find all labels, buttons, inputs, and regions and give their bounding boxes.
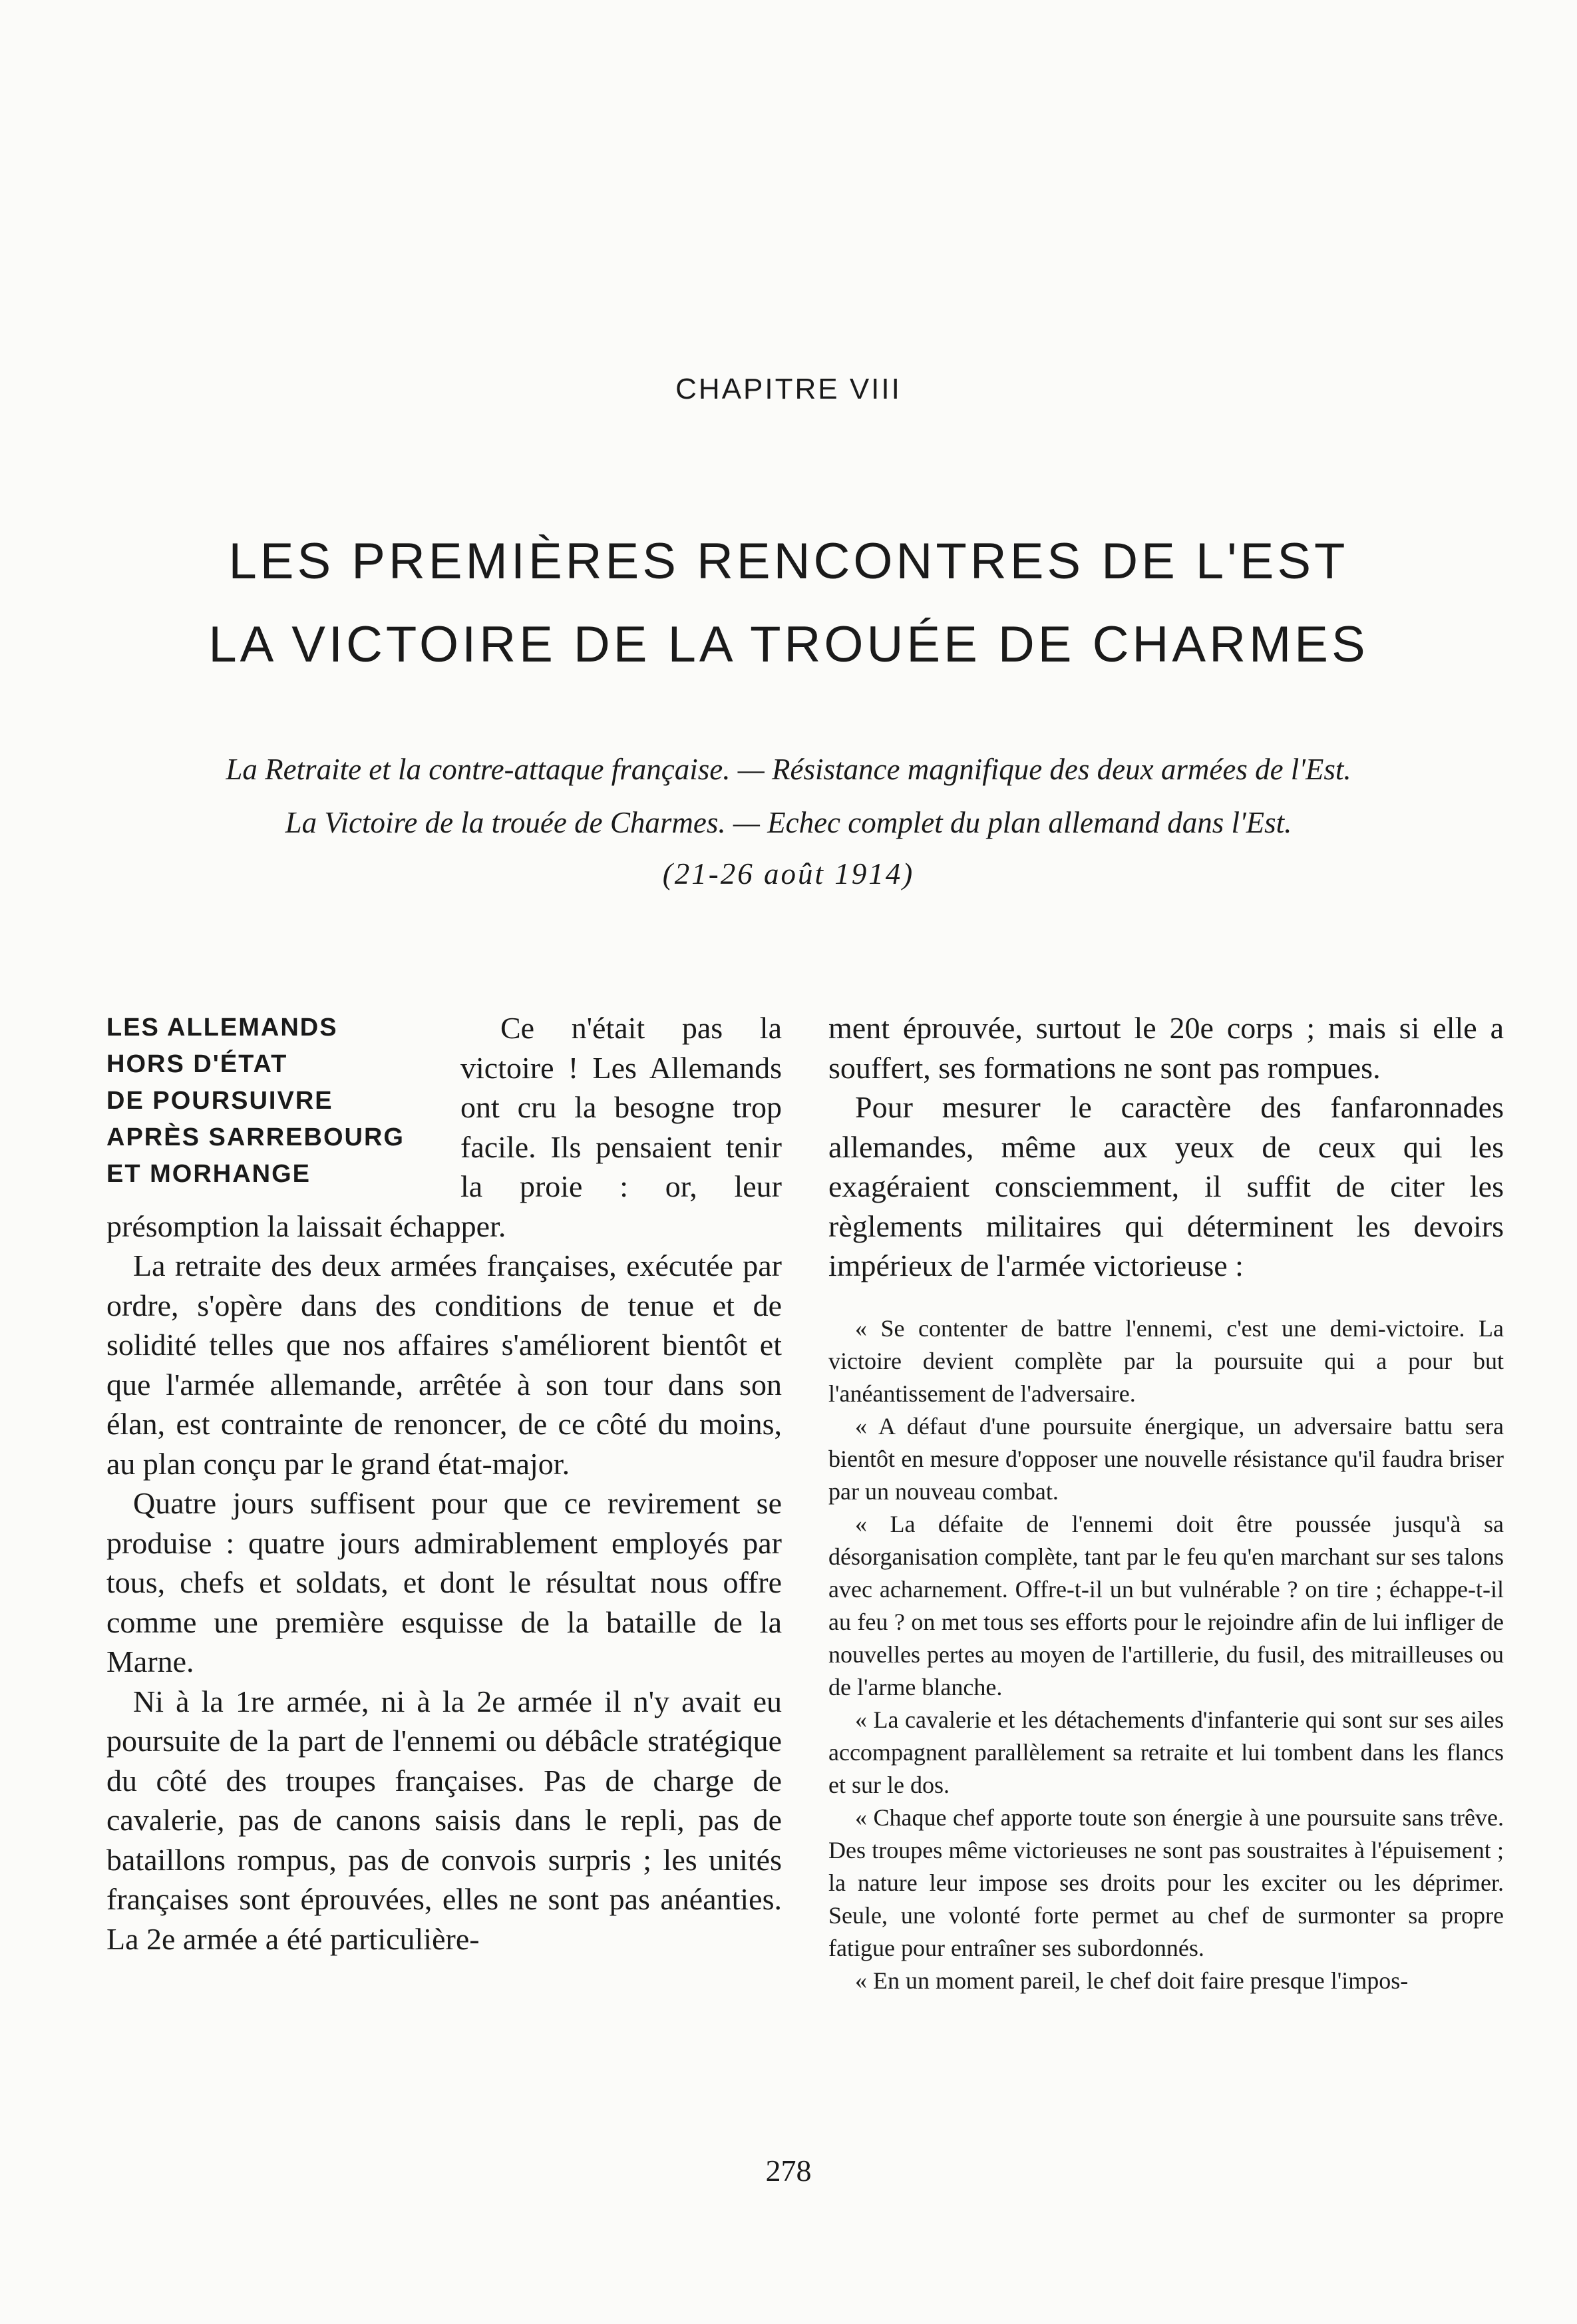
chapter-summary-line-2: La Victoire de la trouée de Charmes. — Echec complet du plan allemand dans l'Est. bbox=[285, 806, 1292, 839]
margin-heading-line: HORS D'ÉTAT bbox=[106, 1050, 288, 1078]
quote-paragraph: « La cavalerie et les détachements d'infanterie qui sont sur ses ailes accompagnent parallèlement sa retraite et lui tombent dans les flancs et sur le dos. bbox=[828, 1706, 1504, 1798]
right-column bbox=[828, 1008, 1504, 1997]
margin-heading bbox=[106, 1010, 446, 1193]
margin-heading-line: APRÈS SARREBOURG bbox=[106, 1123, 405, 1151]
body-paragraph: La retraite des deux armées françaises, exécutée par ordre, s'opère dans des conditions de tenue et de solidité telles que nos affaires s'améliorent bientôt et que l'armée allemande, arrêtée à son tour dans son élan, est contrainte de renoncer, de ce côté du moins, au plan conçu par le grand état-major. bbox=[106, 1249, 782, 1481]
body-paragraph: Pour mesurer le caractère des fanfaronnades allemandes, même aux yeux de ceux qui les exagéraient consciemment, il suffit de citer les règlements militaires qui déterminent les devoirs impérieux de l'armée victorieuse : bbox=[828, 1090, 1504, 1282]
margin-heading-line: LES ALLEMANDS bbox=[106, 1014, 338, 1042]
chapter-dates: (21-26 août 1914) bbox=[662, 857, 915, 890]
margin-heading-line: DE POURSUIVRE bbox=[106, 1087, 333, 1115]
quote-paragraph: « A défaut d'une poursuite énergique, un adversaire battu sera bientôt en mesure d'opposer une nouvelle résistance qu'il faudra briser par un nouveau combat. bbox=[828, 1412, 1504, 1505]
page-number: 278 bbox=[765, 2154, 812, 2188]
body-paragraph: Ni à la 1re armée, ni à la 2e armée il n'y avait eu poursuite de la part de l'ennemi ou débâcle stratégique du côté des troupes françaises. Pas de charge de cavalerie, pas de canons saisis dans le repli, pas de bataillons rompus, pas de convois surpris ; les unités françaises sont éprouvées, elles ne sont pas anéanties. La 2e armée a été particulière- bbox=[106, 1684, 782, 1956]
left-column bbox=[106, 1008, 782, 1959]
body-paragraph: Ce n'était pas la victoire ! Les Allemands ont cru la besogne trop facile. Ils pensaient tenir la proie : or, leur présomption la laissait échapper. bbox=[106, 1011, 782, 1243]
body-paragraph: ment éprouvée, surtout le 20e corps ; mais si elle a souffert, ses formations ne sont pas rompues. bbox=[828, 1011, 1504, 1085]
quote-paragraph: « En un moment pareil, le chef doit faire presque l'impos- bbox=[855, 1967, 1409, 1994]
body-paragraph: Quatre jours suffisent pour que ce revirement se produise : quatre jours admirablement employés par tous, chefs et soldats, et dont le résultat nous offre comme une première esquisse de la bataille de la Marne. bbox=[106, 1486, 782, 1678]
quote-paragraph: « Chaque chef apporte toute son énergie à une poursuite sans trêve. Des troupes même victorieuses ne sont pas soustraites à l'épuisement ; la nature leur impose ses droits pour les exciter ou les déprimer. Seule, une volonté forte permet au chef de surmonter sa propre fatigue pour entraîner ses subordonnés. bbox=[828, 1804, 1504, 1961]
regulation-quote bbox=[828, 1312, 1504, 1997]
chapter-title-line-1: LES PREMIÈRES RENCONTRES DE L'EST bbox=[228, 533, 1349, 590]
margin-heading-line: ET MORHANGE bbox=[106, 1160, 311, 1188]
quote-paragraph: « La défaite de l'ennemi doit être poussée jusqu'à sa désorganisation complète, tant par le feu qu'en marchant sur ses talons avec acharnement. Offre-t-il un but vulnérable ? on tire ; échappe-t-il au feu ? on met tous ses efforts pour le rejoindre afin de lui infliger de nouvelles pertes au moyen de l'artillerie, du fusil, des mitrailleuses ou de l'arme blanche. bbox=[828, 1510, 1504, 1700]
chapter-title-line-2: LA VICTOIRE DE LA TROUÉE DE CHARMES bbox=[208, 616, 1369, 673]
chapter-summary-line-1: La Retraite et la contre-attaque française. — Résistance magnifique des deux armées de l'Est. bbox=[226, 753, 1351, 786]
chapter-label: CHAPITRE VIII bbox=[675, 373, 902, 405]
quote-paragraph: « Se contenter de battre l'ennemi, c'est une demi-victoire. La victoire devient complète par la poursuite qui a pour but l'anéantissement de l'adversaire. bbox=[828, 1314, 1504, 1407]
